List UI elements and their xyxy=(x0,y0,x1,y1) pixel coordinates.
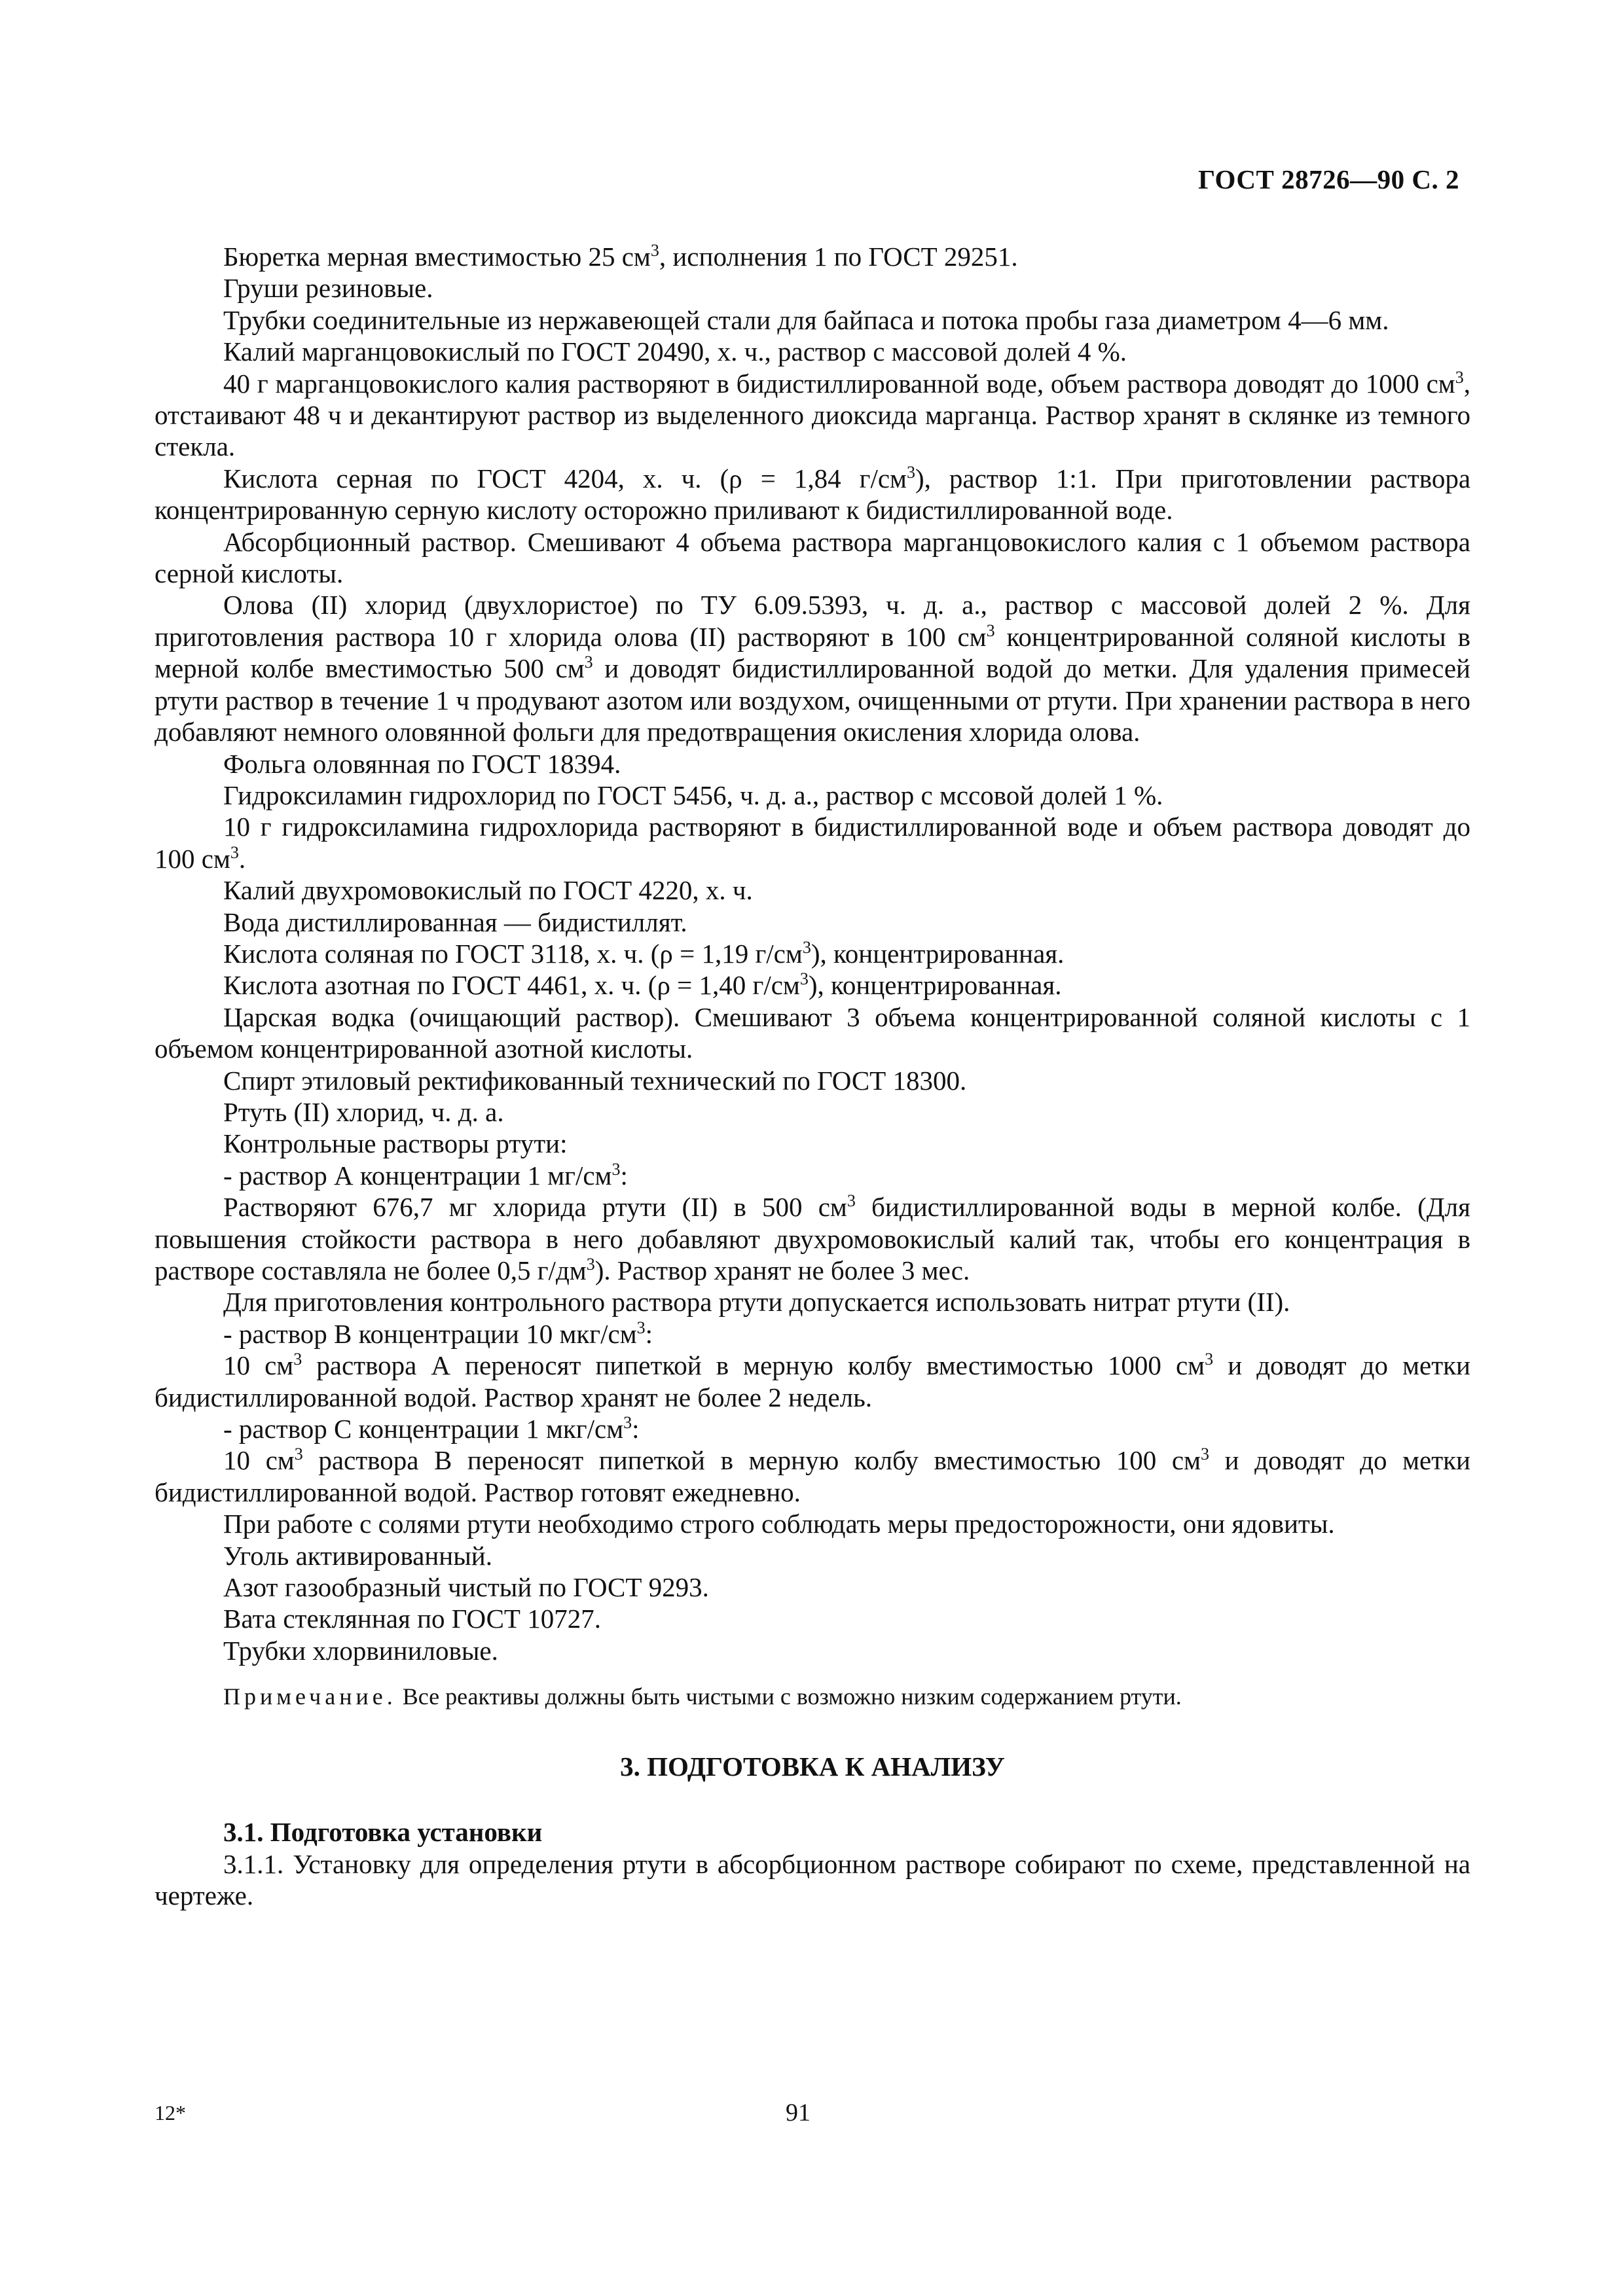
note-label: Примечание. xyxy=(223,1683,397,1710)
paragraph xyxy=(155,272,1470,304)
paragraph xyxy=(155,938,1470,969)
paragraph-text: и доводят бидистиллированной водой до метки. Для удаления примесей ртути раствор в течение 1 ч продувают азотом или воздухом, очищенными от ртути. При хранении раствора в него добавляют немного оловянной фольги для предотвращения окисления хлорида олова. xyxy=(155,653,1470,747)
superscript: 3 xyxy=(623,1413,632,1433)
superscript: 3 xyxy=(802,937,811,957)
superscript: 3 xyxy=(847,1191,856,1211)
paragraph xyxy=(155,1571,1470,1603)
paragraph-text: Калий марганцовокислый по ГОСТ 20490, х. ч., раствор с массовой долей 4 %. xyxy=(223,336,1127,367)
paragraph xyxy=(155,811,1470,874)
paragraph-text: Абсорбционный раствор. Смешивают 4 объема раствора марганцовокислого калия с 1 объемом раствора серной кислоты. xyxy=(155,526,1470,589)
paragraph-text: : xyxy=(645,1318,653,1349)
paragraph xyxy=(155,1286,1470,1318)
superscript: 3 xyxy=(293,1350,302,1369)
paragraph-text: Кислота азотная по ГОСТ 4461, х. ч. (ρ = 1,40 г/см xyxy=(223,970,800,1001)
paragraph xyxy=(155,336,1470,367)
superscript: 3 xyxy=(1455,367,1464,387)
paragraph xyxy=(155,1001,1470,1065)
superscript: 3 xyxy=(986,620,995,640)
paragraph-text: Ртуть (II) хлорид, ч. д. а. xyxy=(223,1096,504,1127)
paragraph xyxy=(155,368,1470,463)
paragraph-text: : xyxy=(632,1414,640,1444)
paragraph xyxy=(155,1635,1470,1666)
paragraph xyxy=(155,1191,1470,1286)
paragraph-text: Контрольные растворы ртути: xyxy=(223,1128,568,1159)
superscript: 3 xyxy=(611,1159,621,1179)
paragraph xyxy=(155,526,1470,590)
paragraph xyxy=(155,969,1470,1001)
paragraph xyxy=(155,780,1470,811)
paragraph xyxy=(155,1508,1470,1539)
note xyxy=(155,1681,1470,1712)
paragraph xyxy=(155,1096,1470,1128)
paragraph-text: Вода дистиллированная — бидистиллят. xyxy=(223,906,687,937)
paragraph xyxy=(155,1350,1470,1413)
superscript: 3 xyxy=(230,842,239,862)
paragraph-text: Для приготовления контрольного раствора ртути допускается использовать нитрат ртути (II). xyxy=(223,1287,1290,1318)
paragraph-text: При работе с солями ртути необходимо строго соблюдать меры предосторожности, они ядовиты. xyxy=(223,1509,1335,1539)
paragraph-text: Кислота серная по ГОСТ 4204, х. ч. (ρ = 1,84 г/см xyxy=(223,463,907,493)
paragraph-text: Гидроксиламин гидрохлорид по ГОСТ 5456, ч. д. а., раствор с мссовой долей 1 %. xyxy=(223,780,1163,810)
superscript: 3 xyxy=(636,1318,646,1337)
paragraph-text: : xyxy=(620,1160,628,1191)
paragraph-text: бидистиллированной воды в мерной колбе. (Для повышения стойкости раствора в него добавляют двухромовокислый калий так, чтобы его концентрация в растворе составляла не более 0,5 г/дм xyxy=(155,1192,1471,1285)
paragraph-text: Фольга оловянная по ГОСТ 18394. xyxy=(223,748,621,779)
paragraph-text: - раствор А концентрации 1 мг/см xyxy=(223,1160,612,1191)
document-body xyxy=(155,241,1470,1911)
paragraph-text: - раствор В концентрации 10 мкг/см xyxy=(223,1318,637,1349)
superscript: 3 xyxy=(586,1255,595,1274)
paragraph-text: Трубки хлорвиниловые. xyxy=(223,1635,498,1666)
paragraph-text: Груши резиновые. xyxy=(223,273,433,304)
paragraph xyxy=(155,874,1470,906)
paragraph xyxy=(155,1444,1470,1508)
paragraph xyxy=(155,748,1470,780)
section-title: 3. ПОДГОТОВКА К АНАЛИЗУ xyxy=(620,1751,1005,1782)
note-text: Все реактивы должны быть чистыми с возможно низким содержанием ртути. xyxy=(396,1683,1182,1710)
paragraph-text: раствора А переносят пипеткой в мерную колбу вместимостью 1000 см xyxy=(302,1350,1205,1381)
paragraph-text: Спирт этиловый ректификованный технический по ГОСТ 18300. xyxy=(223,1065,967,1096)
superscript: 3 xyxy=(1201,1444,1210,1464)
paragraph-text: 10 см xyxy=(223,1350,294,1381)
paragraph-text: ), концентрированная. xyxy=(811,938,1065,969)
paragraph-text: Кислота соляная по ГОСТ 3118, х. ч. (ρ = 1,19 г/см xyxy=(223,938,803,969)
superscript: 3 xyxy=(584,653,593,672)
superscript: 3 xyxy=(294,1444,303,1464)
paragraph xyxy=(155,241,1470,272)
paragraph-text: 10 см xyxy=(223,1445,295,1476)
paragraph-text: и доводят до метки бидистиллированной водой. Раствор готовят ежедневно. xyxy=(155,1445,1470,1507)
paragraph-text: Трубки соединительные из нержавеющей стали для байпаса и потока пробы газа диаметром 4—6 мм. xyxy=(223,304,1389,335)
superscript: 3 xyxy=(907,462,915,482)
paragraph-text: . xyxy=(238,843,246,874)
paragraph xyxy=(155,1318,1470,1350)
paragraph-text: Уголь активированный. xyxy=(223,1540,492,1571)
page-number: 91 xyxy=(786,2099,811,2126)
page-header: ГОСТ 28726—90 С. 2 xyxy=(1197,164,1459,194)
paragraph-text: ), раствор 1:1. При приготовлении раствора концентрированную серную кислоту осторожно приливают к бидистиллированной воде. xyxy=(155,463,1471,526)
paragraph xyxy=(155,463,1470,526)
paragraph-text: 10 г гидроксиламина гидрохлорида растворяют в бидистиллированной воде и объем раствора доводят до 100 см xyxy=(155,812,1470,874)
paragraph xyxy=(155,1603,1470,1634)
paragraph-text: , отстаивают 48 ч и декантируют раствор из выделенного диоксида марганца. Раствор хранят в склянке из темного стекла. xyxy=(155,368,1470,462)
footer-mark: 12* xyxy=(155,2101,186,2125)
paragraph-text: Калий двухромовокислый по ГОСТ 4220, х. ч. xyxy=(223,875,753,906)
paragraph-text: Растворяют 676,7 мг хлорида ртути (II) в 500 см xyxy=(223,1192,847,1223)
paragraph-text: - раствор С концентрации 1 мкг/см xyxy=(223,1414,624,1444)
section-paragraph: 3.1.1. Установку для определения ртути в абсорбционном растворе собирают по схеме, представленной на чертеже. xyxy=(155,1848,1470,1910)
paragraph-text: Царская водка (очищающий раствор). Смешивают 3 объема концентрированной соляной кислоты с 1 объемом концентрированной азотной кислоты. xyxy=(155,1001,1470,1064)
paragraph-text: раствора В переносят пипеткой в мерную колбу вместимостью 100 см xyxy=(302,1445,1201,1476)
paragraph xyxy=(155,589,1470,747)
paragraph-text: ), концентрированная. xyxy=(808,970,1062,1001)
paragraph-text: Вата стеклянная по ГОСТ 10727. xyxy=(223,1604,601,1634)
paragraph xyxy=(155,304,1470,336)
paragraph-text: и доводят до метки бидистиллированной водой. Раствор хранят не более 2 недель. xyxy=(155,1350,1471,1412)
superscript: 3 xyxy=(650,241,659,260)
paragraph-text: 40 г марганцовокислого калия растворяют в бидистиллированной воде, объем раствора доводят до 1000 см xyxy=(223,368,1455,399)
superscript: 3 xyxy=(1205,1350,1214,1369)
paragraph xyxy=(155,1160,1470,1191)
paragraph-text: , исполнения 1 по ГОСТ 29251. xyxy=(659,242,1018,272)
paragraph xyxy=(155,1065,1470,1096)
paragraph-text: ). Раствор хранят не более 3 мес. xyxy=(594,1255,970,1285)
paragraph xyxy=(155,1413,1470,1444)
paragraph-text: Бюретка мерная вместимостью 25 см xyxy=(223,242,651,272)
subsection-title: 3.1. Подготовка установки xyxy=(223,1817,543,1848)
paragraph-list xyxy=(155,241,1470,1666)
paragraph xyxy=(155,906,1470,938)
paragraph xyxy=(155,1128,1470,1159)
paragraph-text: концентрированной соляной кислоты в мерной колбе вместимостью 500 см xyxy=(155,621,1471,684)
paragraph xyxy=(155,1540,1470,1571)
paragraph-text: Азот газообразный чистый по ГОСТ 9293. xyxy=(223,1572,709,1603)
superscript: 3 xyxy=(799,969,809,989)
paragraph-text: Олова (II) хлорид (двухлористое) по ТУ 6.09.5393, ч. д. а., раствор с массовой долей 2 %. Для приготовления раствора 10 г хлорида олова (II) растворяют в 100 см xyxy=(155,590,1470,652)
